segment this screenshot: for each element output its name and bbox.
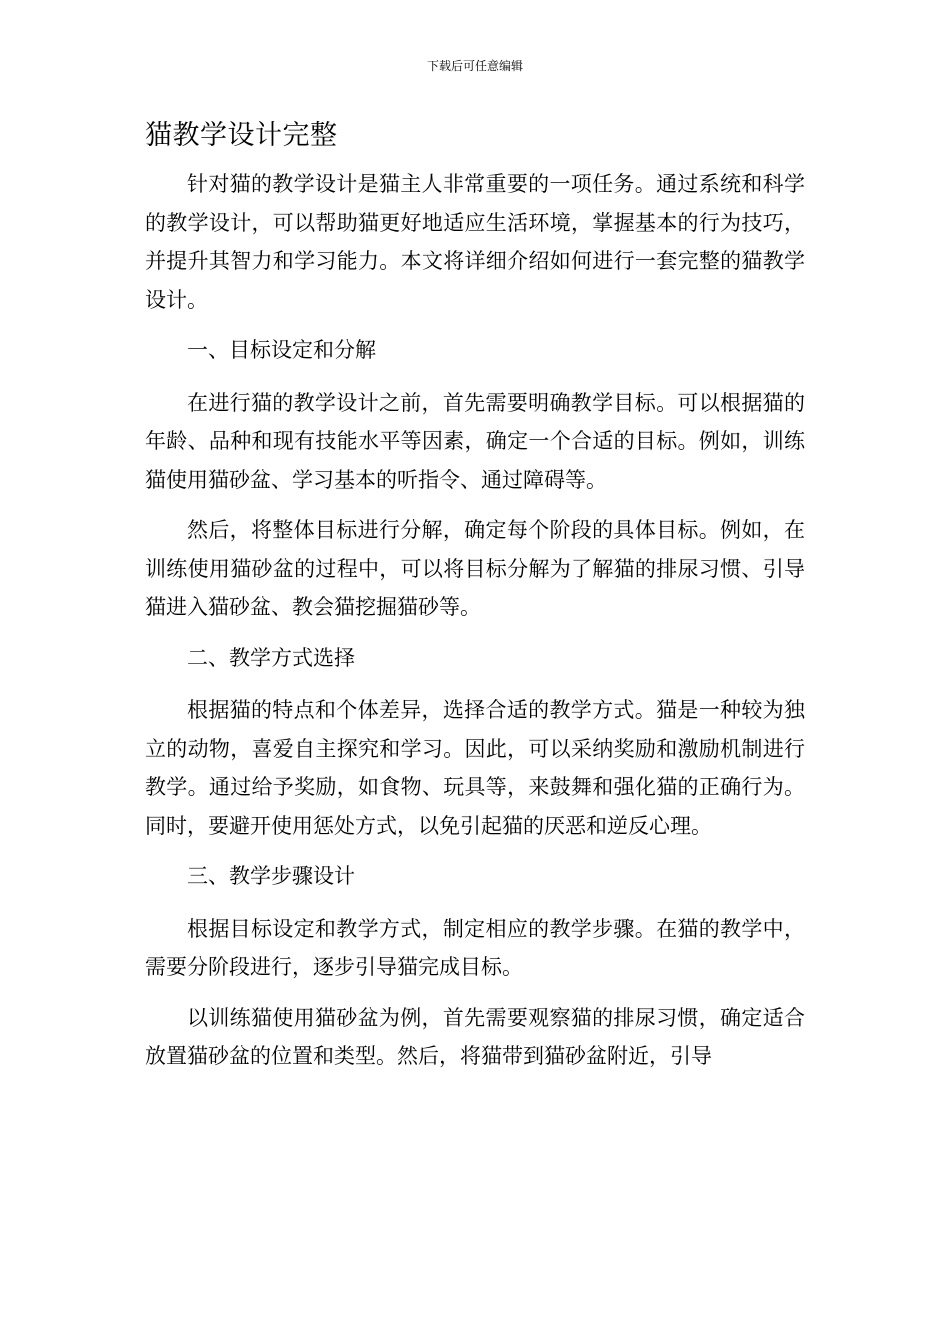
section-heading-3: 三、教学步骤设计 <box>187 864 355 888</box>
body-paragraph: 然后，将整体目标进行分解，确定每个阶段的具体目标。例如，在训练使用猫砂盆的过程中，可以将目标分解为了解猫的排尿习惯、引导猫进入猫砂盆、教会猫挖掘猫砂等。 <box>145 518 805 619</box>
section-heading-2: 二、教学方式选择 <box>187 645 355 670</box>
document-body <box>145 165 805 1088</box>
section-heading-1: 一、目标设定和分解 <box>187 338 376 362</box>
document-title: 猫教学设计完整 <box>145 120 338 151</box>
body-paragraph: 以训练猫使用猫砂盆为例，首先需要观察猫的排尿习惯，确定适合放置猫砂盆的位置和类型。然后，将猫带到猫砂盆附近，引导 <box>145 1005 805 1068</box>
body-paragraph: 根据目标设定和教学方式，制定相应的教学步骤。在猫的教学中，需要分阶段进行，逐步引导猫完成目标。 <box>145 916 805 979</box>
intro-paragraph: 针对猫的教学设计是猫主人非常重要的一项任务。通过系统和科学的教学设计，可以帮助猫更好地适应生活环境，掌握基本的行为技巧，并提升其智力和学习能力。本文将详细介绍如何进行一套完整的猫教学设计。 <box>145 172 805 312</box>
body-paragraph: 在进行猫的教学设计之前，首先需要明确教学目标。可以根据猫的年龄、品种和现有技能水平等因素，确定一个合适的目标。例如，训练猫使用猫砂盆、学习基本的听指令、通过障碍等。 <box>145 390 805 492</box>
body-paragraph: 根据猫的特点和个体差异，选择合适的教学方式。猫是一种较为独立的动物，喜爱自主探究和学习。因此，可以采纳奖励和激励机制进行教学。通过给予奖励，如食物、玩具等，来鼓舞和强化猫的正确行为。同时，要避开使用惩处方式，以免引起猫的厌恶和逆反心理。 <box>145 698 805 838</box>
header-note: 下载后可任意编辑 <box>426 59 523 73</box>
